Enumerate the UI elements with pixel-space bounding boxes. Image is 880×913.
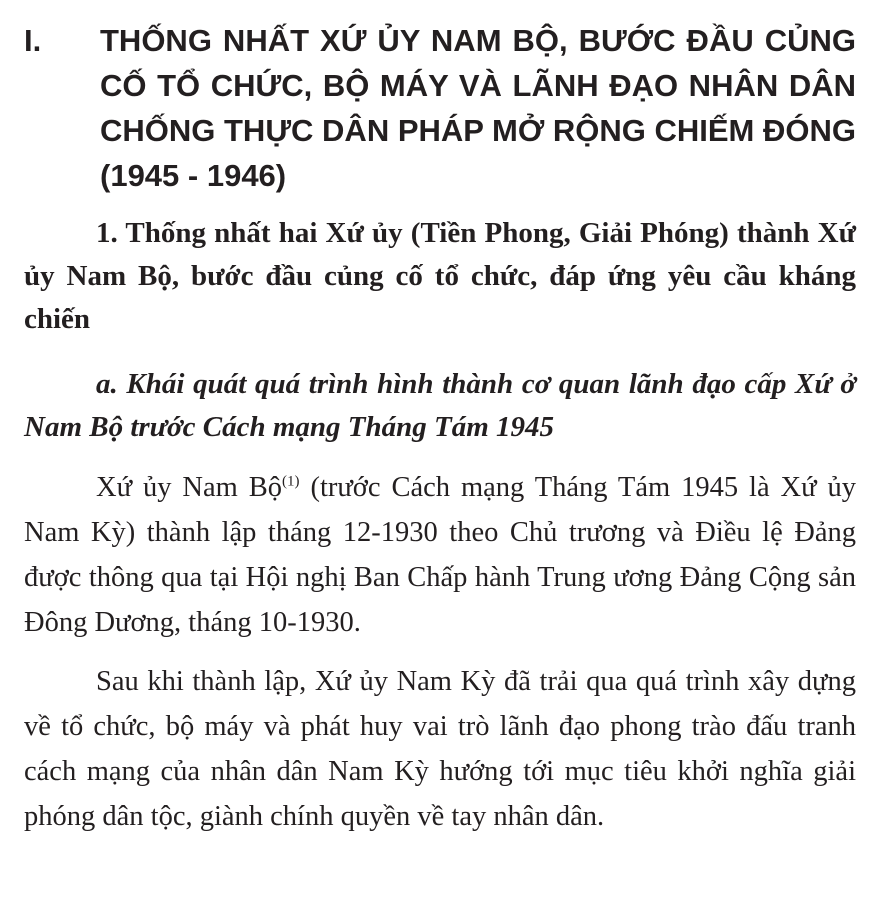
paragraph-body-text: (trước Cách mạng Tháng Tám 1945 là Xứ ủy Nam Kỳ) thành lập tháng 12-1930 theo Chủ trương và Điều lệ Đảng được thông qua tại Hội nghị Ban Chấp hành Trung ương Đảng Cộng sản Đông Dương, tháng 10-1930. <box>24 472 857 638</box>
body-paragraph-2: Sau khi thành lập, Xứ ủy Nam Kỳ đã trải qua quá trình xây dựng về tổ chức, bộ máy và phát huy vai trò lãnh đạo phong trào đấu tranh cách mạng của nhân dân Nam Kỳ hướng tới mục tiêu khởi nghĩa giải phóng dân tộc, giành chính quyền về tay nhân dân. <box>24 666 856 832</box>
section-title: THỐNG NHẤT XỨ ỦY NAM BỘ, BƯỚC ĐẦU CỦNG CỐ TỔ CHỨC, BỘ MÁY VÀ LÃNH ĐẠO NHÂN DÂN CHỐNG THỰC DÂN PHÁP MỞ RỘNG CHIẾM ĐÓNG (1945 - 1946) <box>100 23 856 193</box>
section-heading <box>24 18 856 198</box>
subsection-heading: 1. Thống nhất hai Xứ ủy (Tiền Phong, Giải Phóng) thành Xứ ủy Nam Bộ, bước đầu củng cố tổ chức, đáp ứng yêu cầu kháng chiến <box>24 217 856 335</box>
subsubsection-heading: a. Khái quát quá trình hình thành cơ quan lãnh đạo cấp Xứ ở Nam Bộ trước Cách mạng Tháng Tám 1945 <box>24 368 856 443</box>
section-numeral: I. <box>24 23 42 58</box>
body-paragraph-1 <box>24 465 856 645</box>
footnote-marker[interactable]: (1) <box>282 473 300 490</box>
paragraph-lead-text: Xứ ủy Nam Bộ <box>96 472 283 503</box>
